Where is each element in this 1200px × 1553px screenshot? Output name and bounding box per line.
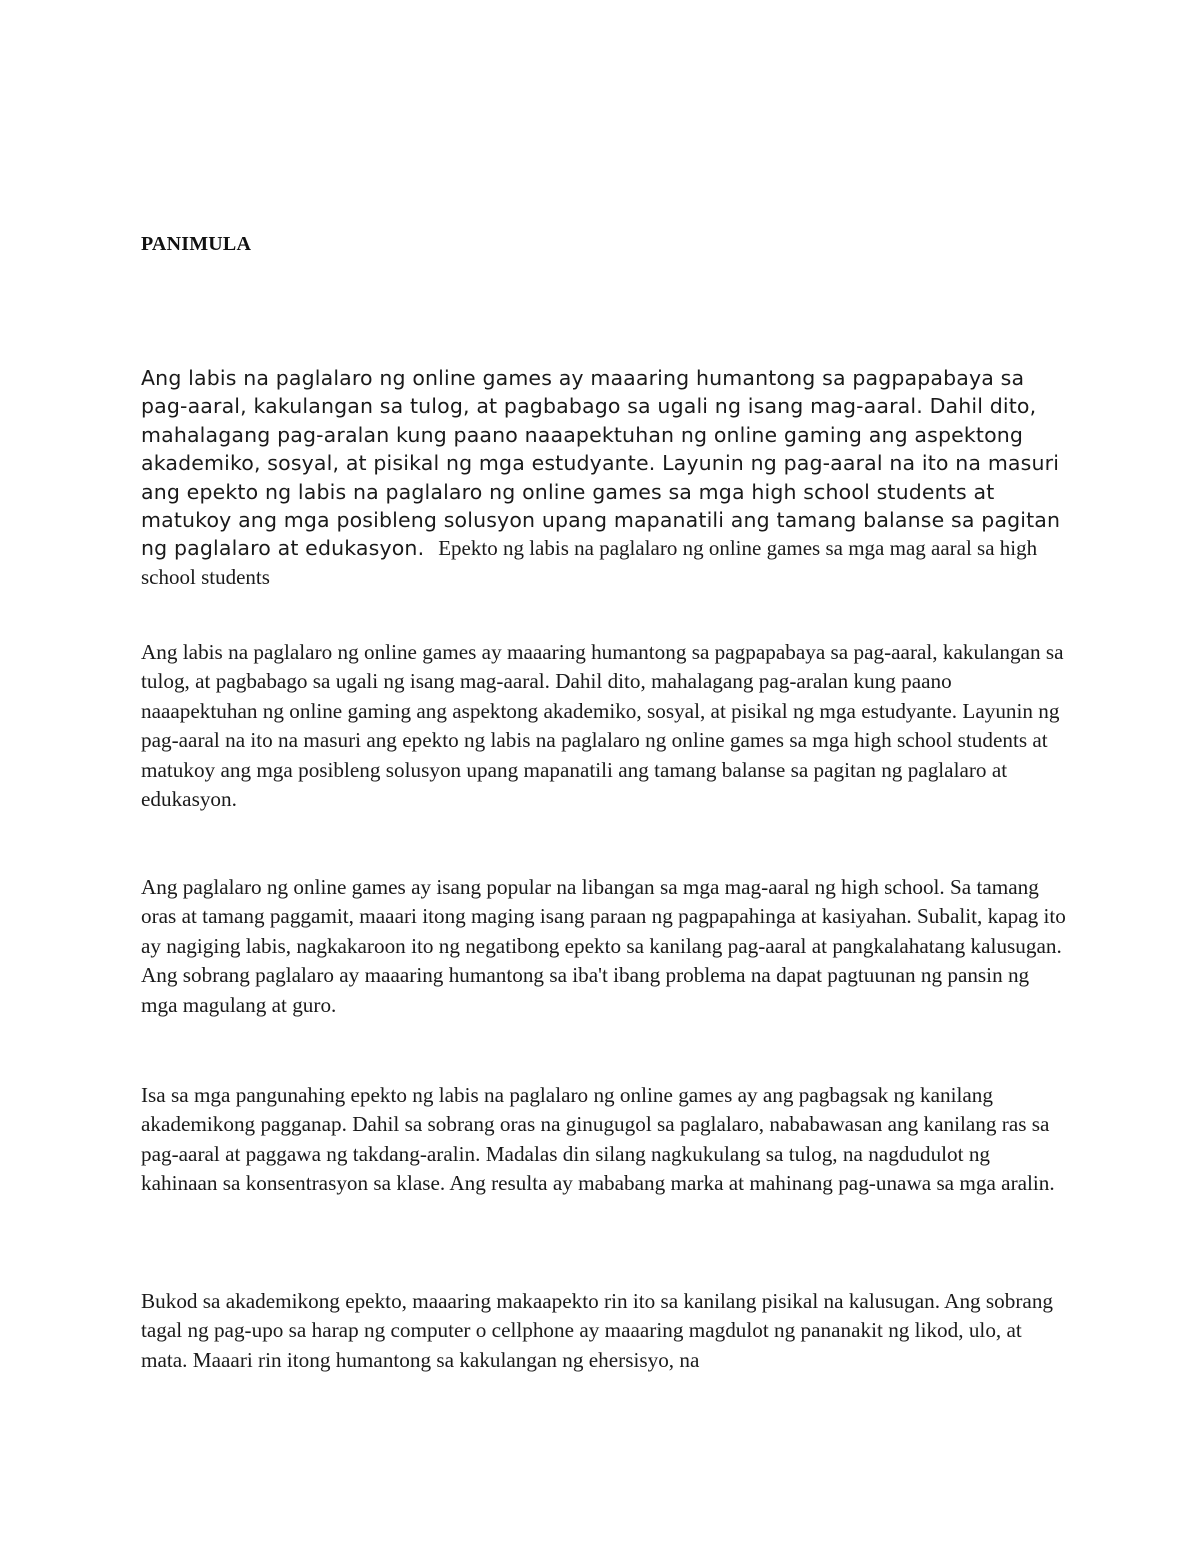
intro-text: Ang labis na paglalaro ng online games ay maaaring humantong sa pagpapabaya sa pag-aaral, kakulangan sa tulog, at pagbabago sa ugali ng isang mag-aaral. Dahil dito, mahalagang pag-aralan kung paano naaapektuhan ng online gaming ang aspektong akademiko, sosyal, at pisikal ng mga estudyante. Layunin ng pag-aaral na ito na masuri ang epekto ng labis na paglalaro ng online games sa mga high school students at matukoy ang mga posibleng solusyon upang mapanatili ang tamang balanse sa pagitan ng paglalaro at edukasyon. [141,366,1061,561]
body-paragraph-2: Ang paglalaro ng online games ay isang popular na libangan sa mga mag-aaral ng high school. Sa tamang oras at tamang paggamit, maaari itong maging isang paraan ng pagpapahinga at kasiyahan. Subalit, kapag ito ay nagiging labis, nagkakaroon ito ng negatibong epekto sa kanilang pag-aaral at pangkalahatang kalusugan. Ang sobrang paglalaro ay maaaring humantong sa iba't ibang problema na dapat pagtuunan ng pansin ng mga magulang at guro. [141,875,1066,1017]
body-paragraph-3: Isa sa mga pangunahing epekto ng labis na paglalaro ng online games ay ang pagbagsak ng kanilang akademikong pagganap. Dahil sa sobrang oras na ginugugol sa paglalaro, nababawasan ang kanilang ras sa pag-aaral at paggawa ng takdang-aralin. Madalas din silang nagkukulang sa tulog, na nagdudulot ng kahinaan sa konsentrasyon sa klase. Ang resulta ay mababang marka at mahinang pag-unawa sa mga aralin. [141,1083,1055,1196]
body-paragraph-1: Ang labis na paglalaro ng online games ay maaaring humantong sa pagpapabaya sa pag-aaral, kakulangan sa tulog, at pagbabago sa ugali ng isang mag-aaral. Dahil dito, mahalagang pag-aralan kung paano naaapektuhan ng online gaming ang aspektong akademiko, sosyal, at pisikal ng mga estudyante. Layunin ng pag-aaral na ito na masuri ang epekto ng labis na paglalaro ng online games sa mga high school students at matukoy ang mga posibleng solusyon upang mapanatili ang tamang balanse sa pagitan ng paglalaro at edukasyon. [141,640,1064,812]
body-paragraph-4: Bukod sa akademikong epekto, maaaring makaapekto rin ito sa kanilang pisikal na kalusugan. Ang sobrang tagal ng pag-upo sa harap ng computer o cellphone ay maaaring magdulot ng pananakit ng likod, ulo, at mata. Maaari rin itong humantong sa kakulangan ng ehersisyo, na [141,1289,1054,1372]
intro-paragraph [141,364,1071,591]
page-heading: PANIMULA [141,233,252,255]
intro-subtitle: Epekto ng labis na paglalaro ng online games sa mga mag aaral sa high school students [141,536,1038,589]
